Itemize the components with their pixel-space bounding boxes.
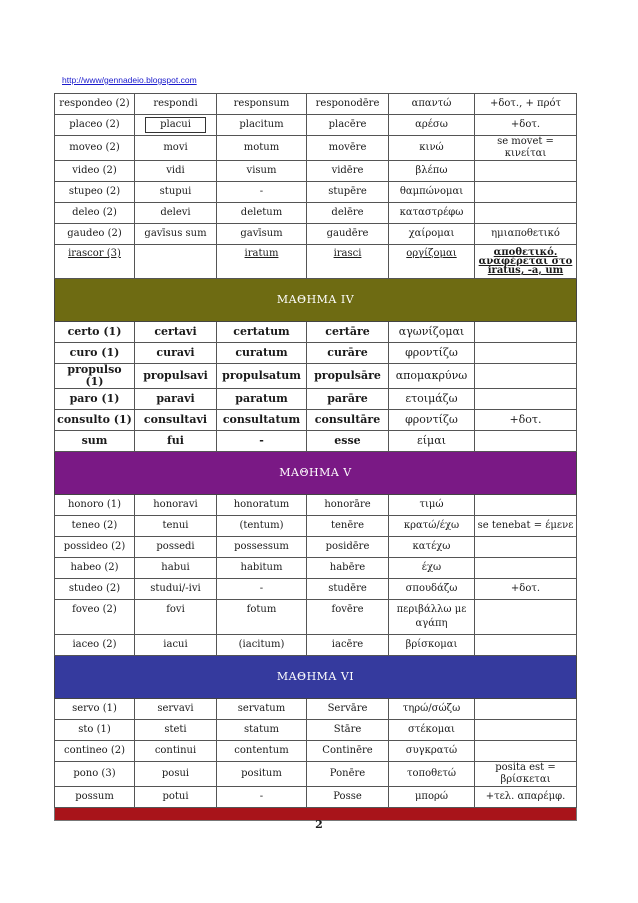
infinitive-form: Stāre	[307, 720, 389, 741]
note	[475, 343, 577, 364]
section-header-vi	[55, 656, 577, 699]
note	[475, 741, 577, 762]
section-header-iv	[55, 279, 577, 322]
present-form: sum	[55, 431, 135, 452]
note	[475, 495, 577, 516]
present-form: possum	[55, 787, 135, 808]
supine-form: -	[217, 579, 307, 600]
present-form: consulto (1)	[55, 410, 135, 431]
table-row	[55, 343, 577, 364]
note	[475, 203, 577, 224]
perfect-form: gavīsus sum	[135, 224, 217, 245]
table-row	[55, 787, 577, 808]
perfect-form	[135, 245, 217, 279]
infinitive-form: studēre	[307, 579, 389, 600]
supine-form: paratum	[217, 389, 307, 410]
infinitive-form: delēre	[307, 203, 389, 224]
note	[475, 364, 577, 389]
supine-form: servatum	[217, 699, 307, 720]
perfect-form: potui	[135, 787, 217, 808]
perfect-form: respondi	[135, 94, 217, 115]
greek-meaning: περιβάλλω με αγάπη	[389, 600, 475, 635]
present-form: habeo (2)	[55, 558, 135, 579]
perfect-form: stupui	[135, 182, 217, 203]
section-title: ΜΑΘΗΜΑ VI	[55, 656, 577, 699]
supine-form: (iacitum)	[217, 635, 307, 656]
greek-meaning: στέκομαι	[389, 720, 475, 741]
note: +τελ. απαρέμφ.	[475, 787, 577, 808]
present-form: deleo (2)	[55, 203, 135, 224]
perfect-form: certavi	[135, 322, 217, 343]
greek-meaning: τηρώ/σώζω	[389, 699, 475, 720]
infinitive-form: fovēre	[307, 600, 389, 635]
perfect-form: posui	[135, 762, 217, 787]
perfect-form: consultavi	[135, 410, 217, 431]
greek-meaning: χαίρομαι	[389, 224, 475, 245]
greek-meaning: βρίσκομαι	[389, 635, 475, 656]
table-row	[55, 600, 577, 635]
section-title: ΜΑΘΗΜΑ V	[55, 452, 577, 495]
infinitive-form: vidēre	[307, 161, 389, 182]
infinitive-form: tenēre	[307, 516, 389, 537]
note	[475, 389, 577, 410]
greek-meaning: κινώ	[389, 136, 475, 161]
greek-meaning: κρατώ/έχω	[389, 516, 475, 537]
infinitive-form: parāre	[307, 389, 389, 410]
present-form: studeo (2)	[55, 579, 135, 600]
table-row	[55, 762, 577, 787]
table-row	[55, 720, 577, 741]
infinitive-form: iacēre	[307, 635, 389, 656]
supine-form: contentum	[217, 741, 307, 762]
table-row	[55, 495, 577, 516]
supine-form: visum	[217, 161, 307, 182]
table-row	[55, 389, 577, 410]
perfect-form: curavi	[135, 343, 217, 364]
page-number: 2	[315, 818, 323, 831]
present-form: servo (1)	[55, 699, 135, 720]
infinitive-form: movēre	[307, 136, 389, 161]
greek-meaning: απαντώ	[389, 94, 475, 115]
supine-form: honoratum	[217, 495, 307, 516]
supine-form: gavīsum	[217, 224, 307, 245]
greek-meaning: καταστρέφω	[389, 203, 475, 224]
present-form: paro (1)	[55, 389, 135, 410]
perfect-form: iacui	[135, 635, 217, 656]
note	[475, 182, 577, 203]
note: posita est = βρίσκεται	[475, 762, 577, 787]
infinitive-form: Posse	[307, 787, 389, 808]
infinitive-form: consultāre	[307, 410, 389, 431]
infinitive-form: placēre	[307, 115, 389, 136]
table-row	[55, 161, 577, 182]
present-form: certo (1)	[55, 322, 135, 343]
present-form: iaceo (2)	[55, 635, 135, 656]
note	[475, 600, 577, 635]
note	[475, 537, 577, 558]
section-title: ΜΑΘΗΜΑ IV	[55, 279, 577, 322]
table-row	[55, 410, 577, 431]
present-form: video (2)	[55, 161, 135, 182]
note: se movet = κινείται	[475, 136, 577, 161]
infinitive-form: responodēre	[307, 94, 389, 115]
supine-form: fotum	[217, 600, 307, 635]
note: ημιαποθετικό	[475, 224, 577, 245]
table-row	[55, 136, 577, 161]
present-form: moveo (2)	[55, 136, 135, 161]
greek-meaning: έχω	[389, 558, 475, 579]
note	[475, 558, 577, 579]
present-form: foveo (2)	[55, 600, 135, 635]
note	[475, 161, 577, 182]
present-form: curo (1)	[55, 343, 135, 364]
supine-form: positum	[217, 762, 307, 787]
greek-meaning: φροντίζω	[389, 343, 475, 364]
note	[475, 635, 577, 656]
present-form: respondeo (2)	[55, 94, 135, 115]
perfect-form: possedi	[135, 537, 217, 558]
present-form: propulso (1)	[55, 364, 135, 389]
greek-meaning: θαμπώνομαι	[389, 182, 475, 203]
greek-meaning: αρέσω	[389, 115, 475, 136]
perfect-form: steti	[135, 720, 217, 741]
infinitive-form: certāre	[307, 322, 389, 343]
infinitive-form: Ponēre	[307, 762, 389, 787]
present-form: teneo (2)	[55, 516, 135, 537]
table-row	[55, 579, 577, 600]
table-row	[55, 322, 577, 343]
present-form: irascor (3)	[55, 245, 135, 279]
greek-meaning: απομακρύνω	[389, 364, 475, 389]
present-form: stupeo (2)	[55, 182, 135, 203]
greek-meaning: είμαι	[389, 431, 475, 452]
perfect-form: delevi	[135, 203, 217, 224]
present-form: contineo (2)	[55, 741, 135, 762]
note: +δοτ.	[475, 410, 577, 431]
supine-form: curatum	[217, 343, 307, 364]
section-header-v	[55, 452, 577, 495]
supine-form: -	[217, 787, 307, 808]
perfect-form-boxed: placui	[145, 117, 206, 133]
present-form: placeo (2)	[55, 115, 135, 136]
note: +δοτ., + πρότ	[475, 94, 577, 115]
infinitive-form: Continēre	[307, 741, 389, 762]
table-row	[55, 203, 577, 224]
perfect-form: paravi	[135, 389, 217, 410]
note: +δοτ.	[475, 579, 577, 600]
note: +δοτ.	[475, 115, 577, 136]
present-form: pono (3)	[55, 762, 135, 787]
supine-form: -	[217, 431, 307, 452]
greek-meaning: τιμώ	[389, 495, 475, 516]
verb-table	[54, 93, 577, 821]
table-row	[55, 245, 577, 279]
greek-meaning: οργίζομαι	[389, 245, 475, 279]
note: se tenebat = έμενε	[475, 516, 577, 537]
perfect-form: fovi	[135, 600, 217, 635]
present-form: gaudeo (2)	[55, 224, 135, 245]
greek-meaning: σπουδάζω	[389, 579, 475, 600]
perfect-form: propulsavi	[135, 364, 217, 389]
note	[475, 699, 577, 720]
table-row	[55, 364, 577, 389]
infinitive-form: gaudēre	[307, 224, 389, 245]
supine-form: (tentum)	[217, 516, 307, 537]
perfect-form: fui	[135, 431, 217, 452]
perfect-form: movi	[135, 136, 217, 161]
present-form: sto (1)	[55, 720, 135, 741]
greek-meaning: κατέχω	[389, 537, 475, 558]
table-row	[55, 115, 577, 136]
perfect-form: tenui	[135, 516, 217, 537]
note	[475, 720, 577, 741]
table-row	[55, 224, 577, 245]
infinitive-form: honorāre	[307, 495, 389, 516]
perfect-form: honoravi	[135, 495, 217, 516]
perfect-form: vidi	[135, 161, 217, 182]
table-row	[55, 182, 577, 203]
supine-form: placitum	[217, 115, 307, 136]
table-row	[55, 537, 577, 558]
table-row	[55, 635, 577, 656]
supine-form: responsum	[217, 94, 307, 115]
greek-meaning: αγωνίζομαι	[389, 322, 475, 343]
table-row	[55, 558, 577, 579]
infinitive-form: posidēre	[307, 537, 389, 558]
greek-meaning: βλέπω	[389, 161, 475, 182]
infinitive-form: Servāre	[307, 699, 389, 720]
perfect-form: studui/-ivi	[135, 579, 217, 600]
supine-form: propulsatum	[217, 364, 307, 389]
table-row	[55, 516, 577, 537]
greek-meaning: συγκρατώ	[389, 741, 475, 762]
supine-form: statum	[217, 720, 307, 741]
perfect-form: habui	[135, 558, 217, 579]
table-row	[55, 431, 577, 452]
perfect-form	[135, 115, 217, 136]
note	[475, 431, 577, 452]
note: αποθετικό. αναφέρεται στο iratus, -a, um	[475, 245, 577, 279]
supine-form: consultatum	[217, 410, 307, 431]
perfect-form: servavi	[135, 699, 217, 720]
greek-meaning: φροντίζω	[389, 410, 475, 431]
supine-form: certatum	[217, 322, 307, 343]
supine-form: iratum	[217, 245, 307, 279]
supine-form: deletum	[217, 203, 307, 224]
table-row	[55, 741, 577, 762]
supine-form: possessum	[217, 537, 307, 558]
supine-form: motum	[217, 136, 307, 161]
present-form: possideo (2)	[55, 537, 135, 558]
header-link[interactable]: http://www/gennadeio.blogspot.com	[62, 75, 197, 85]
infinitive-form: stupēre	[307, 182, 389, 203]
present-form: honoro (1)	[55, 495, 135, 516]
supine-form: habitum	[217, 558, 307, 579]
infinitive-form: propulsāre	[307, 364, 389, 389]
supine-form: -	[217, 182, 307, 203]
infinitive-form: habēre	[307, 558, 389, 579]
table-row	[55, 94, 577, 115]
perfect-form: continui	[135, 741, 217, 762]
table-row	[55, 699, 577, 720]
infinitive-form: esse	[307, 431, 389, 452]
infinitive-form: curāre	[307, 343, 389, 364]
infinitive-form: irasci	[307, 245, 389, 279]
note	[475, 322, 577, 343]
greek-meaning: μπορώ	[389, 787, 475, 808]
greek-meaning: τοποθετώ	[389, 762, 475, 787]
greek-meaning: ετοιμάζω	[389, 389, 475, 410]
